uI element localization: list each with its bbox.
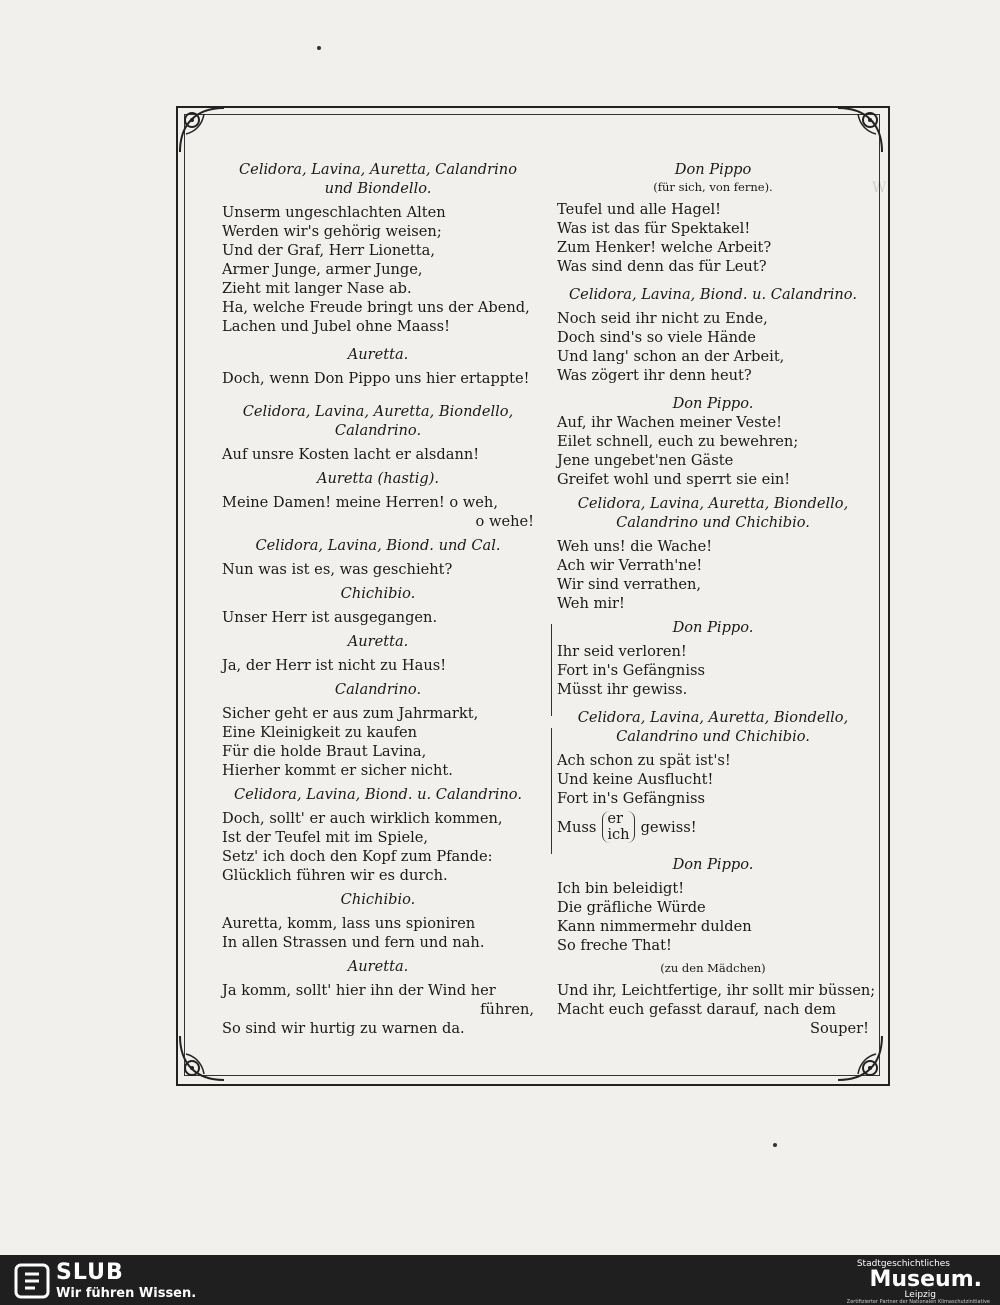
verse-line: Ja komm, sollt' hier ihn der Wind her: [222, 982, 496, 999]
speaker-heading: Celidora, Lavina, Auretta, Calandrino: [239, 161, 517, 178]
verse-line: So sind wir hurtig zu warnen da.: [222, 1020, 465, 1037]
verse-line: Was zögert ihr denn heut?: [557, 367, 752, 384]
speaker-heading: Celidora, Lavina, Biond. u. Calandrino.: [234, 786, 522, 803]
verse-line: Glücklich führen wir es durch.: [222, 867, 448, 884]
page-speck: [773, 1143, 777, 1147]
spacer: [557, 385, 869, 394]
speaker-heading: Calandrino und Chichibio.: [616, 514, 810, 531]
verse-line: Wir sind verrathen,: [557, 576, 702, 593]
verse-line: Doch, sollt' er auch wirklich kommen,: [222, 810, 503, 827]
slub-tagline: Wir führen Wissen.: [56, 1286, 197, 1301]
speaker-heading: Celidora, Lavina, Auretta, Biondello,: [577, 495, 849, 512]
verse-line: Und der Graf, Herr Lionetta,: [222, 242, 435, 259]
verse-line: Ach schon zu spät ist's!: [557, 752, 731, 769]
bleed-through-text: W: [872, 180, 887, 196]
speaker-heading: Auretta (hastig).: [316, 470, 440, 487]
muss-option-lower: ich: [607, 826, 630, 843]
museum-city: Leipzig: [904, 1290, 936, 1300]
verse-line: Sicher geht er aus zum Jahrmarkt,: [222, 705, 479, 722]
verse-line: Für die holde Braut Lavina,: [222, 743, 427, 760]
speaker-heading: Calandrino.: [334, 681, 422, 698]
verse-line: Und keine Ausflucht!: [557, 771, 714, 788]
muss-tail: gewiss!: [640, 818, 697, 836]
verse-line: Meine Damen! meine Herren! o weh,: [222, 494, 498, 511]
verse-line: Ach wir Verrath'ne!: [557, 557, 703, 574]
verse-line: Nun was ist es, was geschieht?: [222, 561, 453, 578]
verse-line: Eine Kleinigkeit zu kaufen: [222, 724, 418, 741]
right-text-column: [557, 160, 876, 1038]
verse-line: So freche That!: [557, 937, 672, 954]
verse-line: führen,: [480, 1001, 534, 1018]
museum-name: Museum.: [869, 1267, 982, 1292]
verse-line: Macht euch gefasst darauf, nach dem: [557, 1001, 836, 1018]
verse-line: Fort in's Gefängniss: [557, 662, 705, 679]
verse-line: Hierher kommt er sicher nicht.: [222, 762, 453, 779]
spacer: [222, 336, 534, 345]
speaker-heading: Chichibio.: [340, 585, 416, 602]
ornament-bottom-right-icon: [834, 1032, 886, 1084]
verse-line: Ihr seid verloren!: [557, 643, 687, 660]
muss-brace: [602, 811, 634, 843]
verse-line: o wehe!: [475, 513, 534, 530]
ornament-top-left-icon: [176, 104, 228, 156]
verse-line: Auf, ihr Wachen meiner Veste!: [557, 414, 782, 431]
verse-line: Ha, welche Freude bringt uns der Abend,: [222, 299, 530, 316]
spacer: [222, 388, 534, 397]
left-text-column: [222, 160, 534, 1038]
speaker-heading: Chichibio.: [340, 891, 416, 908]
verse-line: Greifet wohl und sperrt sie ein!: [557, 471, 791, 488]
spacer: [557, 699, 869, 708]
verse-line: Und lang' schon an der Arbeit,: [557, 348, 785, 365]
verse-line: Was sind denn das für Leut?: [557, 258, 767, 275]
ornament-top-right-icon: [834, 104, 886, 156]
speaker-heading: Auretta.: [347, 346, 409, 363]
speaker-heading: Celidora, Lavina, Biond. u. Calandrino.: [569, 286, 857, 303]
speaker-heading: Celidora, Lavina, Auretta, Biondello,: [242, 403, 514, 420]
verse-line: Was ist das für Spektakel!: [557, 220, 751, 237]
speaker-heading: Auretta.: [347, 633, 409, 650]
museum-top-label: Stadtgeschichtliches: [856, 1259, 950, 1269]
museum-certificate: Zertifizierter Partner der Nationalen Klimaschutzinitiative: [846, 1299, 990, 1305]
footer-bar: [0, 1255, 1000, 1305]
verse-line: Unser Herr ist ausgegangen.: [222, 609, 438, 626]
verse-line: Kann nimmermehr dulden: [557, 918, 752, 935]
verse-line: Zieht mit langer Nase ab.: [222, 280, 412, 297]
speaker-heading: und Biondello.: [324, 180, 432, 197]
verse-line: Müsst ihr gewiss.: [557, 681, 688, 698]
verse-line: Werden wir's gehörig weisen;: [222, 223, 442, 240]
ornament-bottom-left-icon: [176, 1032, 228, 1084]
bracket-line: [551, 728, 552, 854]
verse-line: Doch, wenn Don Pippo uns hier ertappte!: [222, 370, 530, 387]
verse-line: Armer Junge, armer Junge,: [222, 261, 423, 278]
stage-direction: (zu den Mädchen): [660, 961, 766, 975]
verse-line: Eilet schnell, euch zu bewehren;: [557, 433, 799, 450]
speaker-heading: Don Pippo: [674, 161, 752, 178]
verse-line: Ich bin beleidigt!: [557, 880, 685, 897]
slub-name: SLUB: [56, 1260, 124, 1285]
speaker-heading: Don Pippo.: [672, 619, 754, 636]
verse-line: Auretta, komm, lass uns spioniren: [222, 915, 476, 932]
verse-line: Teufel und alle Hagel!: [557, 201, 722, 218]
muss-line: [557, 808, 869, 846]
verse-line: Souper!: [809, 1020, 869, 1037]
verse-line: Unserm ungeschlachten Alten: [222, 204, 446, 221]
muss-option-upper: er: [607, 810, 623, 827]
bracket-line: [551, 624, 552, 716]
verse-line: Weh mir!: [557, 595, 625, 612]
verse-line: Ist der Teufel mit im Spiele,: [222, 829, 429, 846]
verse-line: Jene ungebet'nen Gäste: [557, 452, 734, 469]
verse-line: Lachen und Jubel ohne Maass!: [222, 318, 450, 335]
spacer: [557, 276, 869, 285]
verse-line: Die gräfliche Würde: [557, 899, 706, 916]
verse-line: Doch sind's so viele Hände: [557, 329, 756, 346]
speaker-heading: Celidora, Lavina, Auretta, Biondello,: [577, 709, 849, 726]
verse-line: Setz' ich doch den Kopf zum Pfande:: [222, 848, 493, 865]
verse-line: Ja, der Herr ist nicht zu Haus!: [222, 657, 447, 674]
spacer: [557, 846, 869, 855]
verse-line: Fort in's Gefängniss: [557, 790, 705, 807]
muss-word: Muss: [557, 818, 597, 836]
verse-line: Weh uns! die Wache!: [557, 538, 713, 555]
verse-line: Auf unsre Kosten lacht er alsdann!: [222, 446, 480, 463]
speaker-heading: Auretta.: [347, 958, 409, 975]
verse-line: In allen Strassen und fern und nah.: [222, 934, 485, 951]
page-speck: [317, 46, 321, 50]
speaker-heading: Don Pippo.: [672, 395, 754, 412]
slub-logo-icon: [14, 1263, 50, 1299]
speaker-heading: Celidora, Lavina, Biond. und Cal.: [255, 537, 501, 554]
verse-line: Noch seid ihr nicht zu Ende,: [557, 310, 768, 327]
verse-line: Und ihr, Leichtfertige, ihr sollt mir büssen;: [557, 982, 876, 999]
speaker-heading: Don Pippo.: [672, 856, 754, 873]
stage-direction: (für sich, von ferne).: [653, 180, 773, 194]
speaker-heading: Calandrino.: [334, 422, 422, 439]
speaker-heading: Calandrino und Chichibio.: [616, 728, 810, 745]
verse-line: Zum Henker! welche Arbeit?: [557, 239, 772, 256]
